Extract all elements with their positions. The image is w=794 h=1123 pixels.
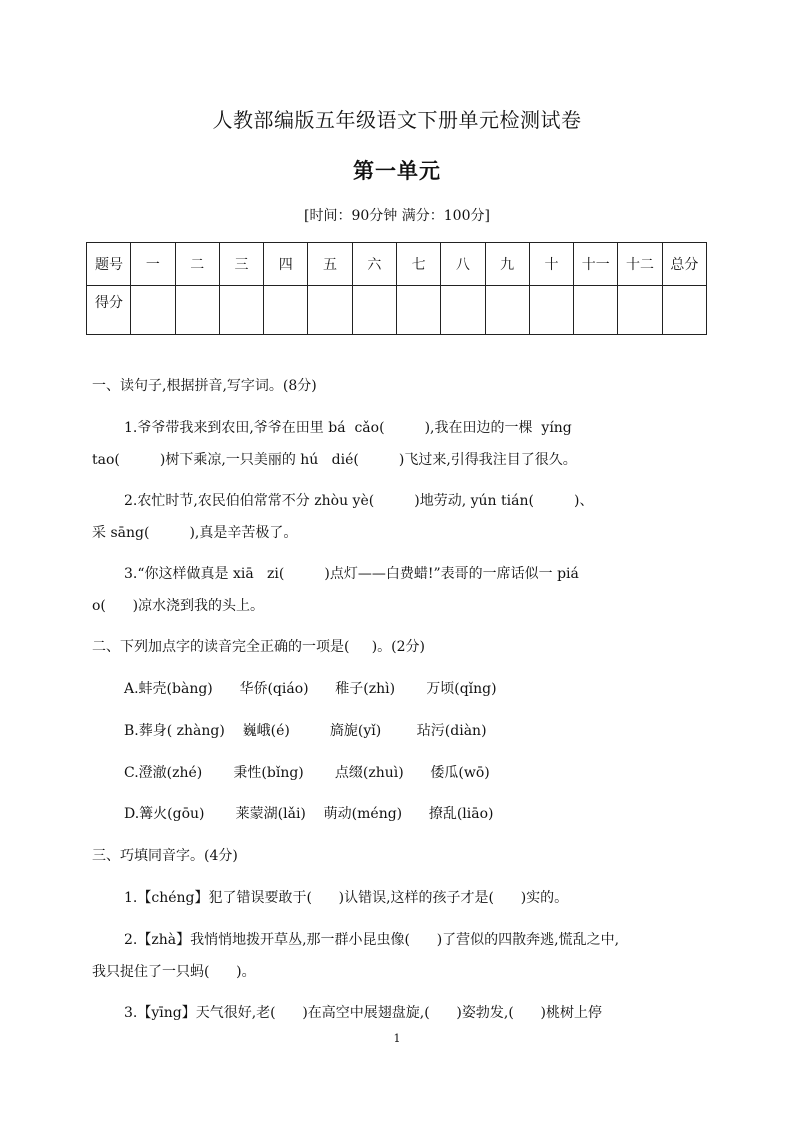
table-cell: 九 bbox=[485, 243, 529, 286]
table-row bbox=[87, 286, 707, 335]
section-heading: 二、下列加点字的读音完全正确的一项是( )。(2分) bbox=[92, 639, 426, 655]
score-cell[interactable] bbox=[131, 286, 175, 335]
score-cell[interactable] bbox=[574, 286, 618, 335]
question-text: o( )凉水浇到我的头上。 bbox=[92, 598, 265, 614]
score-cell[interactable] bbox=[529, 286, 573, 335]
unit-title: 第一单元 bbox=[353, 158, 441, 183]
score-cell[interactable] bbox=[175, 286, 219, 335]
question-text: 1.【chéng】犯了错误要敢于( )认错误,这样的孩子才是( )实的。 bbox=[124, 890, 569, 906]
score-cell[interactable] bbox=[662, 286, 706, 335]
option-a: A.蚌壳(bàng) 华侨(qiáo) 稚子(zhì) 万顷(qǐng) bbox=[124, 681, 497, 697]
option-c: C.澄澈(zhé) 秉性(bǐng) 点缀(zhuì) 倭瓜(wō) bbox=[124, 765, 490, 781]
table-cell: 七 bbox=[396, 243, 440, 286]
score-cell[interactable] bbox=[618, 286, 662, 335]
table-cell: 三 bbox=[219, 243, 263, 286]
section-heading: 三、巧填同音字。(4分) bbox=[92, 848, 238, 864]
score-table bbox=[86, 242, 707, 335]
score-cell[interactable] bbox=[441, 286, 485, 335]
table-cell: 十二 bbox=[618, 243, 662, 286]
question-text: tao( )树下乘凉,一只美丽的 hú dié( )飞过来,引得我注目了很久。 bbox=[92, 452, 577, 468]
table-cell: 得分 bbox=[87, 286, 131, 335]
question-text: 1.爷爷带我来到农田,爷爷在田里 bá cǎo( ),我在田边的一棵 yíng bbox=[124, 420, 572, 436]
score-cell[interactable] bbox=[308, 286, 352, 335]
table-cell: 十一 bbox=[574, 243, 618, 286]
score-cell[interactable] bbox=[485, 286, 529, 335]
exam-title: 人教部编版五年级语文下册单元检测试卷 bbox=[212, 108, 582, 132]
section-heading: 一、读句子,根据拼音,写字词。(8分) bbox=[92, 378, 317, 394]
table-cell: 八 bbox=[441, 243, 485, 286]
score-cell[interactable] bbox=[219, 286, 263, 335]
table-cell: 五 bbox=[308, 243, 352, 286]
question-text: 3.【yīng】天气很好,老( )在高空中展翅盘旋,( )姿勃发,( )桃树上停 bbox=[124, 1005, 602, 1021]
table-cell: 六 bbox=[352, 243, 396, 286]
table-cell: 题号 bbox=[87, 243, 131, 286]
table-cell: 四 bbox=[264, 243, 308, 286]
table-cell: 总分 bbox=[662, 243, 706, 286]
table-cell: 一 bbox=[131, 243, 175, 286]
table-row bbox=[87, 243, 707, 286]
question-text: 2.农忙时节,农民伯伯常常不分 zhòu yè( )地劳动, yún tián( )、 bbox=[124, 493, 594, 509]
question-text: 我只捉住了一只蚂( )。 bbox=[92, 964, 256, 980]
score-cell[interactable] bbox=[264, 286, 308, 335]
question-text: 2.【zhà】我悄悄地拨开草丛,那一群小昆虫像( )了营似的四散奔逃,慌乱之中, bbox=[124, 932, 620, 948]
question-text: 3.“你这样做真是 xiā zi( )点灯——白费蜡!”表哥的一席话似一 piá bbox=[124, 566, 579, 582]
question-text: 采 sāng( ),真是辛苦极了。 bbox=[92, 525, 298, 541]
option-b: B.葬身( zhàng) 巍峨(é) 旖旎(yǐ) 玷污(diàn) bbox=[124, 723, 487, 739]
table-cell: 二 bbox=[175, 243, 219, 286]
option-d: D.篝火(gōu) 莱蒙湖(lǎi) 萌动(méng) 撩乱(liāo) bbox=[124, 806, 494, 822]
score-cell[interactable] bbox=[352, 286, 396, 335]
time-score-info: [时间：90分钟 满分：100分] bbox=[304, 208, 490, 224]
score-cell[interactable] bbox=[396, 286, 440, 335]
table-cell: 十 bbox=[529, 243, 573, 286]
page-number: 1 bbox=[393, 1032, 401, 1045]
